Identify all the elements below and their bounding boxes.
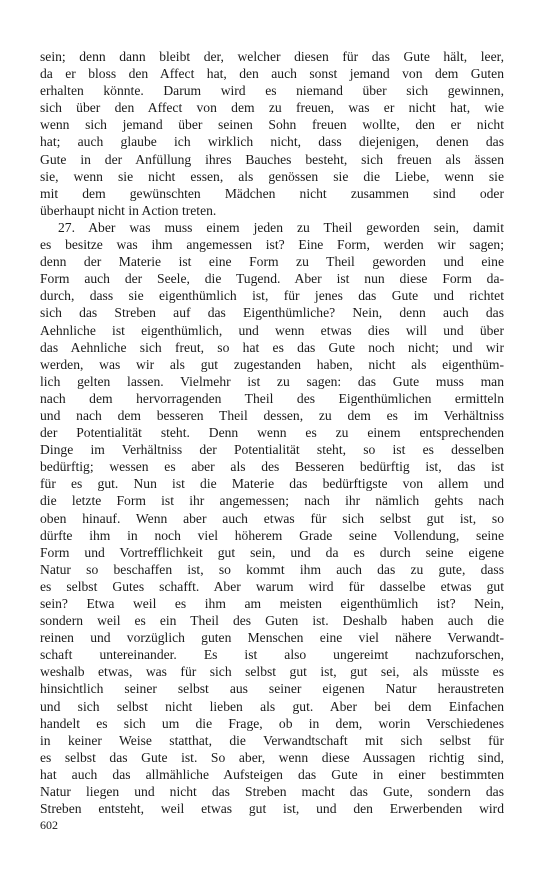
text-line: schaft untereinander. Es ist also ungereimt nachzuforschen, [40,647,504,663]
text-line: es besitze was ihm angemessen ist? Eine Form, werden wir sagen; [40,237,504,253]
text-line: nach dem hervorragenden Theil des Eigenthümlichen ermitteln [40,390,504,406]
text-line: der Potentialität steht. Denn wenn es zu einem entsprechenden [40,425,504,441]
text-line: in keiner Weise statthat, die Verwandtschaft mit sich selbst für [40,732,504,748]
text-line: und sich selbst nicht lieben als gut. Aber bei dem Einfachen [40,698,504,714]
text-line: wenn sich jemand über seinen Sohn freuen wollte, den er nicht [40,117,504,133]
text-line: mit dem gewünschten Mädchen nicht zusammen sind oder [40,185,504,201]
text-line: dürfte ihm in noch viel höherem Grade seine Vollendung, seine [40,527,504,543]
text-line: bedürftig; wessen es aber als des Besseren bedürftig ist, das ist [40,459,504,475]
text-line: Dinge im Verhältniss der Potentialität steht, so ist es desselben [40,442,504,458]
text-line: es selbst das Gute ist. So aber, wenn diese Aussagen richtig sind, [40,749,504,765]
text-line: Natur so beschaffen ist, so kommt ihm auch das zu gute, dass [40,561,504,577]
text-line: sich das Streben auf das Eigenthümliche? Nein, denn auch das [40,305,504,321]
text-line: und nach dem besseren Theil dessen, zu dem es im Verhältniss [40,407,504,423]
text-line: die letzte Form ist ihr angemessen; nach ihr nämlich gehts nach [40,493,504,509]
text-line: es selbst Gutes schafft. Aber warum wird für dasselbe etwas gut [40,578,504,594]
text-line: für es gut. Nun ist die Materie das bedürftigste von allem und [40,476,504,492]
text-line: da er bloss den Affect hat, den auch sonst jemand von dem Guten [40,66,504,82]
text-line: hat; auch glaube ich wirklich nicht, dass diejenigen, denen das [40,134,504,150]
text-line: Form auch der Seele, die Tugend. Aber ist nun diese Form da- [40,271,504,287]
text-line: lich gelten lassen. Vielmehr ist zu sagen: das Gute muss man [40,373,504,389]
body-text [40,48,504,817]
text-line: sie, wenn sie nicht essen, als genössen sie die Liebe, wenn sie [40,168,504,184]
text-line: Aehnliche ist eigenthümlich, und wenn etwas dies will und über [40,322,504,338]
text-line: hinsichtlich seiner selbst aus seiner eigenen Natur heraustreten [40,681,504,697]
text-line: Form und Vortrefflichkeit gut sein, und da es durch seine eigene [40,544,504,560]
text-line: sondern weil es ein Theil des Guten ist. Deshalb haben auch die [40,613,504,629]
page-number: 602 [40,818,58,832]
text-line: das Aehnliche sich freut, so hat es das Gute noch nicht; und wir [40,339,504,355]
text-line: oben hinauf. Wenn aber auch etwas für sich selbst gut ist, so [40,510,504,526]
text-line: sein? Etwa weil es ihm am meisten eigenthümlich ist? Nein, [40,596,504,611]
text-line: Gute in der Anfüllung ihres Bauches besteht, sich freuen als ässen [40,151,504,167]
text-line: reinen und vorzüglich guten Menschen eine viel nähere Verwandt- [40,630,504,646]
text-line: sein; denn dann bleibt der, welcher diesen für das Gute hält, leer, [40,49,504,64]
text-line: 27. Aber was muss einem jeden zu Theil geworden sein, damit [58,219,504,235]
text-line: weshalb etwas, was für sich selbst gut ist, gut sei, als müsste es [40,664,504,680]
text-line: werden, was wir als gut zugestanden haben, nicht als eigenthüm- [40,356,504,372]
text-line: denn der Materie ist eine Form zu Theil geworden und eine [40,254,504,270]
text-line: hat auch das allmähliche Aufsteigen das Gute in einer bestimmten [40,766,504,782]
text-line: überhaupt nicht in Action treten. [40,202,217,218]
text-line: handelt es sich um die Frage, ob in dem, worin Verschiedenes [40,715,504,731]
text-line: erhalten könnte. Darum wird es niemand über sich gewinnen, [40,83,504,99]
text-line: sich über den Affect von dem zu freuen, was er nicht hat, wie [40,100,504,116]
text-line: Streben entsteht, weil etwas gut ist, und den Erwerbenden wird [40,801,504,817]
text-line: durch, dass sie eigenthümlich ist, für jenes das Gute und richtet [40,288,504,304]
text-line: Natur liegen und nicht das Streben macht das Gute, sondern das [40,784,504,800]
